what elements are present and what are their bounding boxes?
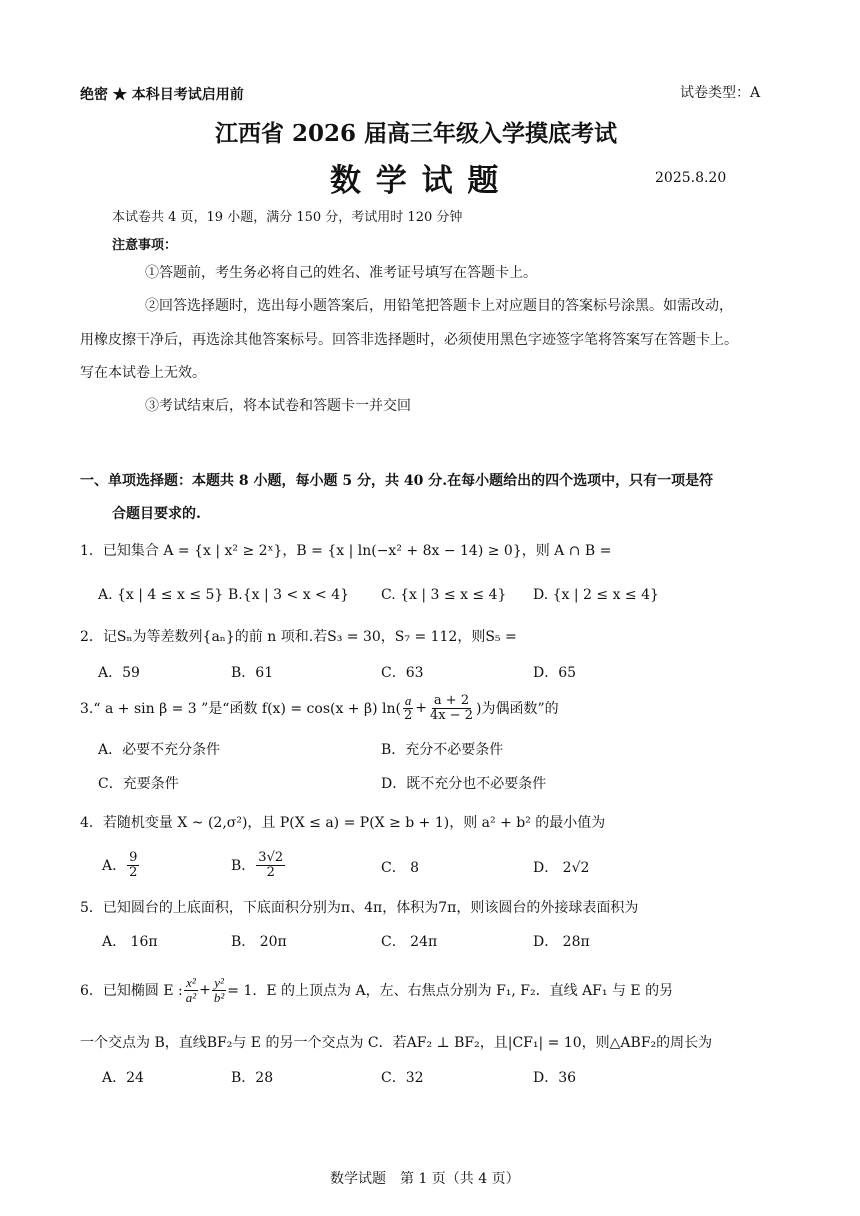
q3-frac1-den: 2 bbox=[403, 707, 413, 723]
q1-option-c: C. {x | 3 ≤ x ≤ 4} bbox=[381, 587, 507, 603]
q4-option-b bbox=[231, 845, 286, 885]
q6-option-c: C．32 bbox=[381, 1070, 424, 1086]
q4-option-b-label: B． bbox=[231, 858, 256, 874]
q2-option-a: A．59 bbox=[98, 665, 140, 681]
q6-fraction-1 bbox=[184, 976, 198, 1004]
note-3: ③考试结束后，将本试卷和答题卡一并交回 bbox=[145, 398, 411, 414]
q2-option-c: C．63 bbox=[381, 665, 424, 681]
q6-option-d: D．36 bbox=[533, 1070, 577, 1086]
note-1: ①答题前，考生务必将自己的姓名、准考证号填写在答题卡上。 bbox=[145, 265, 537, 281]
q3-fraction-1 bbox=[402, 694, 414, 722]
q6-frac1-num: x² bbox=[186, 974, 196, 990]
q5-option-d: D． 28π bbox=[533, 934, 590, 950]
q4-a-num: 9 bbox=[129, 849, 138, 865]
q4-option-b-fraction bbox=[256, 851, 285, 879]
q6-option-a: A．24 bbox=[102, 1070, 144, 1086]
question-3-stem bbox=[80, 690, 559, 726]
q3-option-b: B．充分不必要条件 bbox=[381, 742, 504, 758]
q4-b-num: 3√2 bbox=[258, 849, 284, 865]
subject-title: 数 学 试 题 bbox=[330, 163, 501, 199]
q3-frac1-num: a bbox=[404, 692, 412, 708]
q3-option-c: C．充要条件 bbox=[98, 776, 179, 792]
q4-option-c: C． 8 bbox=[381, 860, 420, 876]
q3-frac2-den: 4x − 2 bbox=[429, 707, 474, 723]
paper-type-label: 试卷类型：A bbox=[680, 85, 761, 101]
confidential-label: 绝密 ★ 本科目考试启用前 bbox=[80, 87, 244, 103]
q1-option-b: B.{x | 3 < x < 4} bbox=[228, 587, 350, 603]
q6-frac1-den: a² bbox=[185, 989, 197, 1005]
page-footer: 数学试题 第 1 页（共 4 页） bbox=[330, 1171, 520, 1187]
q1-option-a: A. {x | 4 ≤ x ≤ 5} bbox=[98, 587, 224, 603]
note-2-line-2: 用橡皮擦干净后，再选涂其他答案标号。回答非选择题时，必须使用黑色字迹签字笔将答案写在答题卡上。 bbox=[80, 332, 738, 348]
question-1-stem: 1．已知集合 A = {x | x² ≥ 2ˣ}，B = {x | ln(−x² + 8x − 14) ≥ 0}，则 A ∩ B = bbox=[80, 543, 612, 559]
q3-stem-suffix: )为偶函数”的 bbox=[476, 701, 559, 717]
note-2-line-3: 写在本试卷上无效。 bbox=[80, 365, 206, 381]
section-1-heading: 一、单项选择题：本题共 8 小题，每小题 5 分，共 40 分.在每小题给出的四个选项中，只有一项是符 bbox=[80, 473, 714, 489]
q3-plus: + bbox=[415, 700, 427, 716]
question-2-stem: 2．记Sₙ为等差数列{aₙ}的前 n 项和.若S₃ = 30，S₇ = 112，则S₅ = bbox=[80, 629, 517, 645]
q1-option-d: D. {x | 2 ≤ x ≤ 4} bbox=[533, 587, 659, 603]
q4-a-den: 2 bbox=[129, 864, 138, 880]
notes-heading: 注意事项： bbox=[112, 238, 178, 253]
note-2-line-1: ②回答选择题时，选出每小题答案后，用铅笔把答题卡上对应题目的答案标号涂黑。如需改动， bbox=[145, 298, 733, 314]
question-6-stem bbox=[80, 970, 673, 1010]
section-1-heading-cont: 合题目要求的. bbox=[112, 506, 201, 522]
q6-stem-prefix: 6．已知椭圆 E : bbox=[80, 983, 183, 999]
q3-option-a: A．必要不充分条件 bbox=[98, 742, 221, 758]
q3-fraction-2 bbox=[428, 694, 475, 722]
question-6-line-2: 一个交点为 B，直线BF₂与 E 的另一个交点为 C．若AF₂ ⊥ BF₂，且|CF₁| = 10，则△ABF₂的周长为 bbox=[80, 1035, 713, 1051]
q3-frac2-num: a + 2 bbox=[433, 692, 470, 708]
q5-option-a: A． 16π bbox=[102, 934, 158, 950]
q2-option-d: D．65 bbox=[533, 665, 577, 681]
q4-b-den: 2 bbox=[266, 864, 275, 880]
q5-option-b: B． 20π bbox=[231, 934, 287, 950]
q4-option-a-fraction bbox=[127, 851, 139, 879]
q4-option-a-label: A． bbox=[102, 858, 127, 874]
exam-title: 江西省 2026 届高三年级入学摸底考试 bbox=[215, 120, 618, 147]
exam-date: 2025.8.20 bbox=[655, 170, 727, 186]
question-5-stem: 5．已知圆台的上底面积，下底面积分别为π、4π，体积为7π，则该圆台的外接球表面积为 bbox=[80, 900, 639, 916]
q5-option-c: C． 24π bbox=[381, 934, 438, 950]
q4-option-d: D． 2√2 bbox=[533, 860, 590, 876]
q6-frac2-den: b² bbox=[213, 989, 225, 1005]
q2-option-b: B．61 bbox=[231, 665, 274, 681]
q6-fraction-2 bbox=[212, 976, 226, 1004]
question-4-stem: 4．若随机变量 X ~ (2,σ²)，且 P(X ≤ a) = P(X ≥ b + 1)，则 a² + b² 的最小值为 bbox=[80, 815, 606, 831]
paper-info: 本试卷共 4 页，19 小题，满分 150 分，考试用时 120 分钟 bbox=[112, 210, 463, 225]
q6-stem-suffix: = 1．E 的上顶点为 A，左、右焦点分别为 F₁, F₂．直线 AF₁ 与 E 的另 bbox=[227, 983, 674, 999]
q6-option-b: B．28 bbox=[231, 1070, 274, 1086]
q6-plus: + bbox=[199, 982, 211, 998]
q6-frac2-num: y² bbox=[214, 974, 224, 990]
q3-stem-prefix: 3.“ a + sin β = 3 ”是“函数 f(x) = cos(x + β) ln( bbox=[80, 701, 401, 717]
q3-option-d: D．既不充分也不必要条件 bbox=[381, 776, 547, 792]
q4-option-a bbox=[102, 845, 140, 885]
